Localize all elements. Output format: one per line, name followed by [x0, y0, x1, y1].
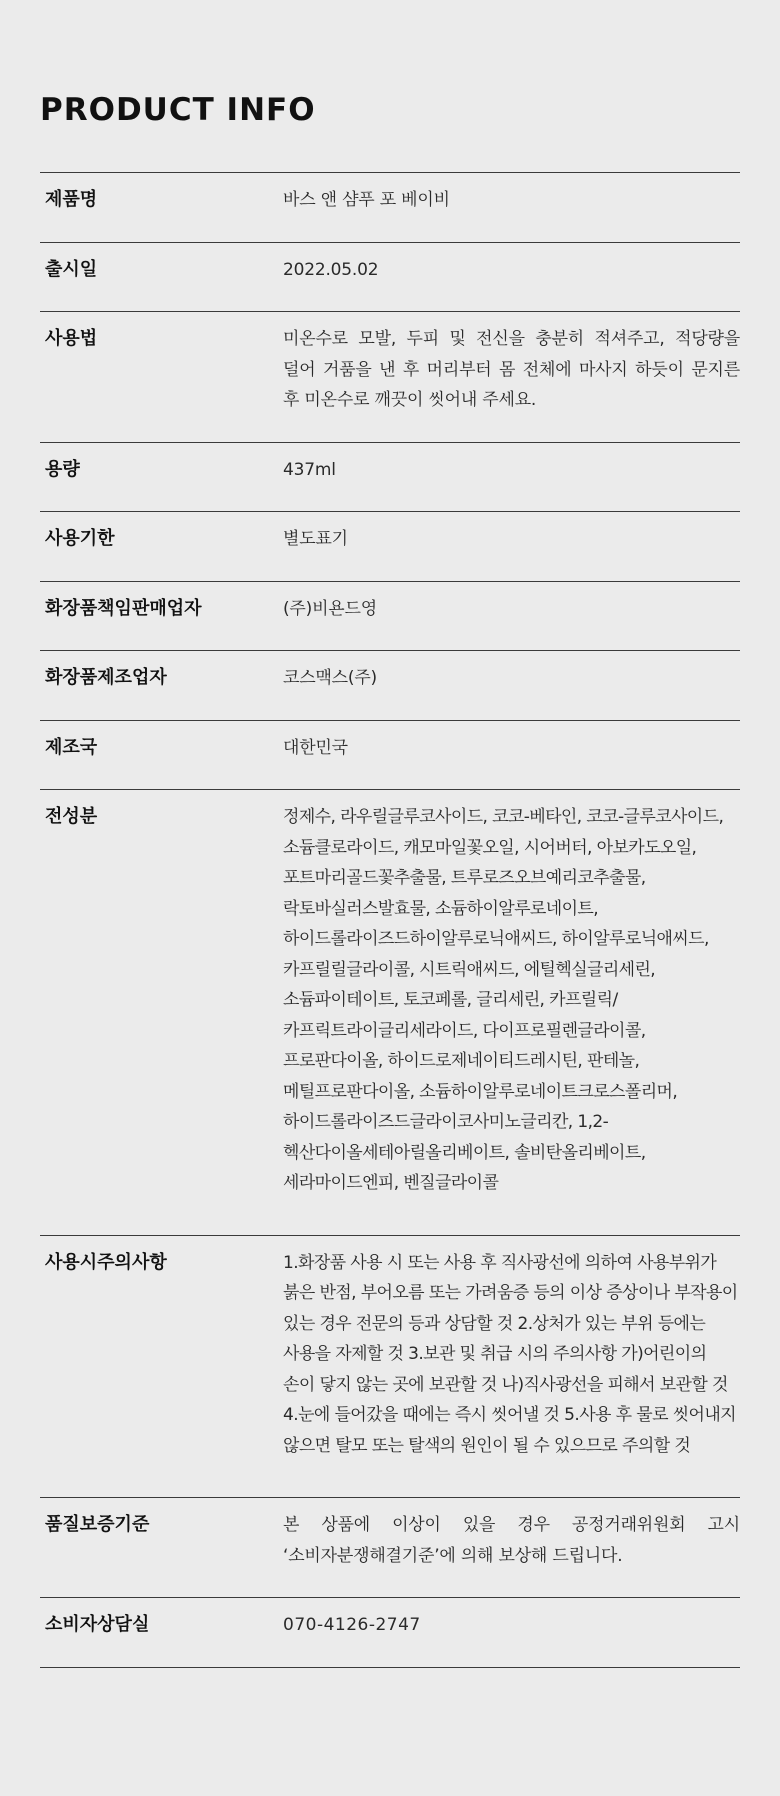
row-quality-guarantee [40, 1498, 740, 1598]
value-responsible-seller: (주)비욘드영 [283, 598, 377, 619]
value-release-date: 2022.05.02 [283, 259, 379, 280]
label-usage: 사용법 [45, 328, 98, 349]
value-product-name: 바스 앤 샴푸 포 베이비 [283, 190, 450, 210]
row-manufacturer [40, 651, 740, 721]
value-usage: 미온수로 모발, 두피 및 전신을 충분히 적셔주고, 적당량을 덜어 거품을 낸 후 머리부터 몸 전체에 마사지 하듯이 문지른 후 미온수로 깨끗이 씻어내 주세요. [283, 329, 740, 410]
label-manufacturer: 화장품제조업자 [45, 667, 167, 688]
label-cautions: 사용시주의사항 [45, 1251, 167, 1273]
row-consumer-center [40, 1598, 740, 1668]
value-manufacturer: 코스맥스(주) [283, 668, 377, 688]
row-volume [40, 443, 740, 513]
label-volume: 용량 [45, 458, 80, 480]
page-title: PRODUCT INFO [40, 92, 316, 128]
row-ingredients [40, 790, 740, 1236]
label-release-date: 출시일 [45, 258, 98, 280]
row-responsible-seller [40, 582, 740, 652]
row-product-name [40, 173, 740, 243]
row-expiry [40, 512, 740, 582]
row-cautions [40, 1236, 740, 1499]
value-cautions: 1.화장품 사용 시 또는 사용 후 직사광선에 의하여 사용부위가 붉은 반점, 부어오름 또는 가려움증 등의 이상 증상이나 부작용이 있는 경우 전문의 등과 상담할 것 2.상처가 있는 부위 등에는 사용을 자제할 것 3.보관 및 취급 시의 주의사항 가)어린이의 손이 닿지 않는 곳에 보관할 것 나)직사광선을 피해서 보관할 것 4.눈에 들어갔을 때에는 즉시 씻어낼 것 5.사용 후 물로 씻어내지 않으면 탈모 또는 탈색의 원인이 될 수 있으므로 주의할 것 [283, 1252, 738, 1456]
row-release-date [40, 243, 740, 313]
value-country: 대한민국 [283, 737, 348, 758]
label-country: 제조국 [45, 736, 98, 758]
product-info-table [40, 172, 740, 1668]
row-country [40, 721, 740, 791]
row-usage [40, 312, 740, 443]
value-expiry: 별도표기 [283, 529, 348, 549]
label-expiry: 사용기한 [45, 528, 115, 549]
label-quality-guarantee: 품질보증기준 [45, 1514, 150, 1535]
label-consumer-center: 소비자상담실 [45, 1614, 150, 1635]
label-responsible-seller: 화장품책임판매업자 [45, 597, 202, 619]
value-volume: 437ml [283, 459, 336, 480]
value-quality-guarantee: 본 상품에 이상이 있을 경우 공정거래위원회 고시 ‘소비자분쟁해결기준’에 의해 보상해 드립니다. [283, 1515, 740, 1566]
label-ingredients: 전성분 [45, 806, 98, 827]
value-consumer-center: 070-4126-2747 [283, 1615, 421, 1635]
value-ingredients: 정제수, 라우릴글루코사이드, 코코-베타인, 코코-글루코사이드, 소듐클로라이드, 캐모마일꽃오일, 시어버터, 아보카도오일, 포트마리골드꽃추출물, 트루로즈오브예리코추출물, 락토바실러스발효물, 소듐하이알루로네이트, 하이드롤라이즈드하이알루로닉애씨드, 하이알루로닉애씨드, 카프릴릴글라이콜, 시트릭애씨드, 에틸헥실글리세린, 소듐파이테이트, 토코페롤, 글리세린, 카프릴릭/카프릭트라이글리세라이드, 다이프로필렌글라이콜, 프로판다이올, 하이드로제네이티드레시틴, 판테놀, 메틸프로판다이올, 소듐하이알루로네이트크로스폴리머, 하이드롤라이즈드글라이코사미노글리칸, 1,2-헥산다이올세테아릴올리베이트, 솔비탄올리베이트, 세라마이드엔피, 벤질글라이콜 [283, 807, 724, 1193]
label-product-name: 제품명 [45, 189, 98, 210]
